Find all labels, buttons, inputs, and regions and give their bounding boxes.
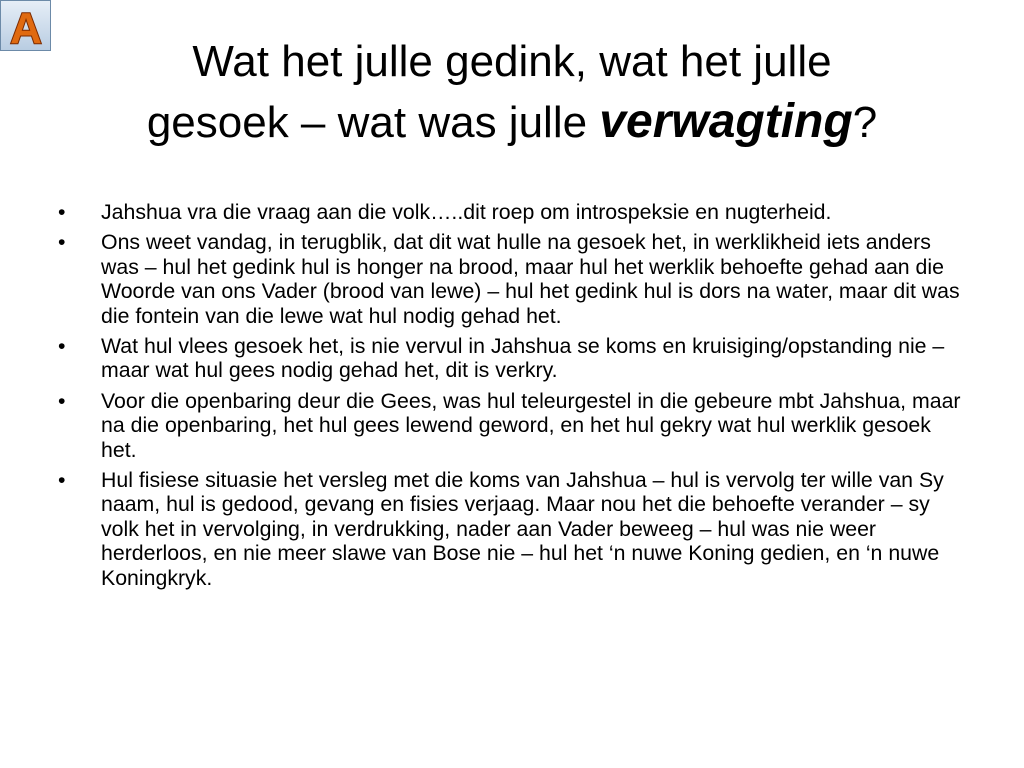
title-line-1: Wat het julle gedink, wat het julle (192, 37, 832, 86)
title-line-2-suffix: ? (852, 98, 878, 147)
title-line-2-prefix: gesoek – wat was julle (146, 98, 600, 147)
bullet-item (56, 200, 968, 224)
bullet-item (56, 230, 968, 328)
bullet-item (56, 389, 968, 462)
bullet-list (56, 200, 968, 596)
bullet-text: Jahshua vra die vraag aan die volk…..dit roep om introspeksie en nugterheid. (101, 200, 832, 224)
bullet-text: Voor die openbaring deur die Gees, was hul teleurgestel in die gebeure mbt Jahshua, maar na die openbaring, het hul gees lewend geword, en het hul gekry wat hul werklik gesoek het. (101, 388, 961, 462)
slide-title (40, 32, 984, 153)
bullet-icon: • (58, 200, 66, 224)
bullet-icon: • (58, 468, 66, 493)
bullet-icon: • (58, 388, 66, 413)
bullet-text: Ons weet vandag, in terugblik, dat dit wat hulle na gesoek het, in werklikheid iets anders was – hul het gedink hul is honger na brood, maar hul het werklik behoefte gehad aan die Woorde van ons Vader (brood van lewe) – hul het gedink hul is dors na water, maar dit was die fontein van die lewe wat hul nodig gehad het. (101, 230, 960, 328)
bullet-item (56, 334, 968, 383)
bullet-icon: • (58, 230, 66, 255)
bullet-text: Wat hul vlees gesoek het, is nie vervul in Jahshua se koms en kruisiging/opstanding nie – maar wat hul gees nodig gehad het, dit is verkry. (101, 334, 945, 383)
title-emphasis: verwagting (599, 95, 853, 148)
logo-letter: A (10, 4, 42, 48)
bullet-icon: • (58, 334, 66, 359)
bullet-text: Hul fisiese situasie het versleg met die koms van Jahshua – hul is vervolg ter wille van Sy naam, hul is gedood, gevang en fisies verjaag. Maar nou het die behoefte verander – sy volk het in vervolging, in verdrukking, nader aan Vader beweeg – hul was nie weer herderloos, en nie meer slawe van Bose nie – hul het ‘n nuwe Koning gedien, en ‘n nuwe Koningkryk. (101, 468, 944, 590)
bullet-item (56, 468, 968, 590)
